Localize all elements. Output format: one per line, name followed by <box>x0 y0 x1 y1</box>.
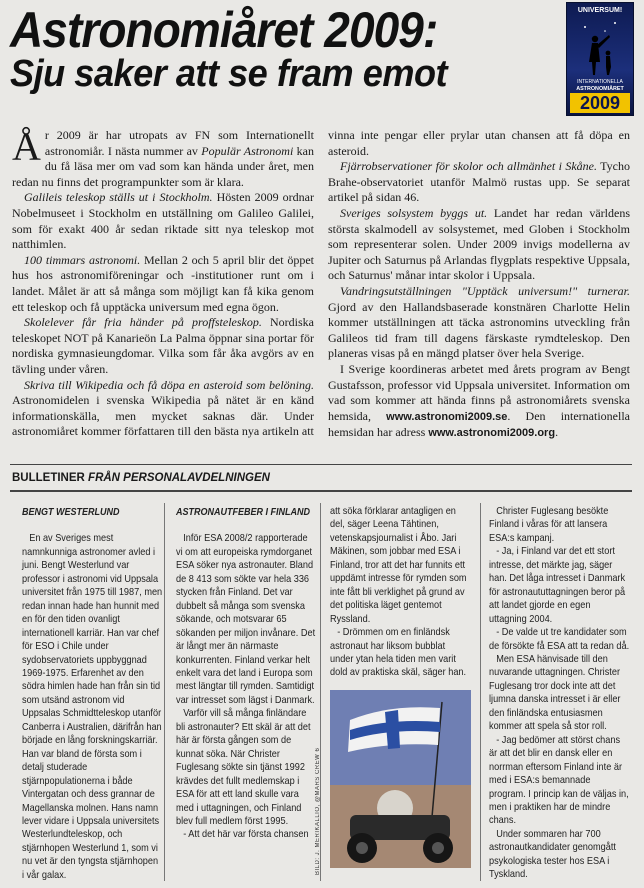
bulletin-text: - Jag bedömer att störst chans är att det blir en dansk eller en norrman eftersom Finland inte är med i ESA:s bemannade program. I princip kan de väljas in, men i praktiken har de mindre chans. <box>489 734 629 827</box>
finnish-flag-rover-image <box>330 690 471 868</box>
bulletin-text: Under sommaren har 700 astronautkandidater genomgått psykologiska tester hos ESA i Tyskland. <box>489 828 616 881</box>
bulletin-text: - Ja, i Finland var det ett stort intresse, det märkte jag, säger han. Det låga intresset i Danmark för astronaututtagningen beror på att landet gjorde en egen uttagning 2004. <box>489 546 626 625</box>
subhead: Skolelever får fria händer på proffsteleskop. <box>24 315 262 330</box>
bulletin-text: Varför vill så många finländare bli astronauter? Ett skäl är att det här är första gången som de kunnat söka. När Christer Fuglesang sökte sin tjänst 1992 krävdes det fullt medlemskap i ESA för att ett land skulle vara med i uttagningen, och Finland blev full medlem först 1995. <box>176 708 311 827</box>
subhead: Vandringsutställningen "Upptäck universum!" turnerar. <box>340 283 630 298</box>
article-text: kan du få läsa mer om vad som kan hända under året, men redan nu finns det programpunkter som är klara. <box>12 143 314 189</box>
subhead: Galileis teleskop ställs ut i Stockholm. <box>24 190 213 205</box>
bulletin-text: - Att det här var första chansen <box>183 829 309 841</box>
bulletin-text: - Drömmen om en finländsk astronaut har liksom bubblat under ytan hela tiden men varit dold av praktiska skäl, säger han. <box>330 627 467 679</box>
logo-line2: ASTRONOMIÅRET <box>576 86 624 92</box>
article-paragraph <box>12 124 314 190</box>
headline-subtitle: Sju saker att se fram emot <box>10 53 448 95</box>
article-text: Nordiska teleskopet NOT på Kanarieön La Palma öppnar sina portar för nordiska gymnasieungdomar. Vilka som får åka avgörs av en tävling under våren. <box>12 315 315 376</box>
article-paragraph <box>12 190 314 252</box>
article-text: . Den internationella hemsidan har adress <box>328 408 630 440</box>
article-paragraph <box>328 362 630 442</box>
logo-top-text: UNIVERSUM! <box>577 7 623 14</box>
headline-title: Astronomiåret 2009: <box>10 2 438 58</box>
bulletin-column-1 <box>22 506 162 882</box>
column-divider <box>480 503 481 881</box>
bulletin-text: En av Sveriges mest namnkunniga astronomer avled i juni. Bengt Westerlund var professor i astronomi vid Uppsala universitet från 1975 till 1987, men redan innan hade han hunnit med en för den tiden ovanligt internationell karriär. Han var chef för ESO i Chile under sydobservatoriets uppbyggnad 1969-1975. Erfarenhet av den södra himlen hade han från sin tid som utsänd astronom vid Uppsalas Schmidtteleskop utanför Canberra i Australien, därifrån han började en lång forskningskarriär. Han var bland de första som i detalj studerade stjärnpopulationerna i både Vintergatan och dess grannar de Magellanska molnen. Hans namn lever vidare i Uppsala universitets Westerlundteleskop, och stjärnhopen Westerlund 1, som vi nu vet är den tyngsta stjärnhopen i vår galax. <box>22 533 163 881</box>
article-column-2 <box>328 128 630 442</box>
article-paragraph <box>328 206 630 284</box>
bulletin-text: Men ESA hänvisade till den nuvarande uttagningen. Christer Fuglesang tror dock inte att det ljumna danska intresset i är eller den finländska entusiasmen kommer att spela så stor roll. <box>489 653 621 733</box>
subhead: Fjärrobservationer för skolor och allmänhet i Skåne. <box>340 159 597 174</box>
drop-cap: Å <box>12 124 41 169</box>
section-divider <box>10 464 632 465</box>
article-text: . <box>555 425 559 440</box>
bulletin-column-4 <box>489 505 629 882</box>
article-paragraph <box>12 315 314 377</box>
subhead: Skriva till Wikipedia och få döpa en asteroid som belöning. <box>24 377 314 392</box>
column-divider <box>164 503 165 881</box>
bulletin-column-2 <box>176 506 316 842</box>
article-paragraph <box>328 284 630 362</box>
article-paragraph <box>12 253 314 315</box>
photo-credit: BILD: J. MERIKALLIO, @MARS CREW 6 <box>315 747 321 875</box>
article-paragraph: vinna inte pengar eller prylar utan chansen att få döpa en asteroid. <box>328 128 630 158</box>
website-link-org[interactable]: www.astronomi2009.org <box>428 427 556 440</box>
article-text: I Sverige koordineras arbetet med årets program av Bengt Gustafsson, professor vid Uppsala universitet. Information om vad som kommer att hända finns på astronomiårets svenska hemsida, <box>328 361 630 423</box>
bulletin-label-italic: FRÅN PERSONALAVDELNINGEN <box>88 472 270 484</box>
bulletin-heading: BENGT WESTERLUND <box>22 507 120 518</box>
logo-year: 2009 <box>570 93 630 113</box>
stargazers-icon <box>575 17 625 77</box>
flag-atv-photo <box>330 690 471 868</box>
bulletin-column-3 <box>330 505 470 680</box>
bulletin-text: Christer Fuglesang besökte Finland i våras för att lansera ESA:s kampanj. <box>489 506 609 544</box>
magazine-name: Populär Astronomi <box>201 143 294 158</box>
article-text: Landet har redan världens största skalmodell av solsystemet, med Globen i Stockholm som representerar solen. Under 2009 invigs modellerna av Jupiter och Saturnus på Arlandas flygplats respektive Uppsala, och Saturnus' månar intar skolor i Uppsala. <box>328 205 630 283</box>
bulletin-rule <box>10 490 632 492</box>
bulletin-text: att söka förklarar antagligen en del, säger Leena Tähtinen, vetenskapsjournalist i Åbo. Jari Mäkinen, som jobbar med ESA i Finland, tror att det har funnits ett uppdämt intresse för rymden som inte fått bli verklighet på grund av det politiska läget gentemot Ryssland. <box>330 506 467 625</box>
article-column-1 <box>12 124 315 440</box>
bulletin-heading: ASTRONAUTFEBER I FINLAND <box>176 507 311 518</box>
article-text: r 2009 är har utropats av FN som Internationellt astronomiår. I nästa nummer av <box>44 128 314 158</box>
website-link-se[interactable]: www.astronomi2009.se <box>386 410 508 423</box>
bulletin-text: - De valde ut tre kandidater som de försökte få ESA att ta redan då. <box>489 627 630 652</box>
article-text: Tycho Brahe-observatoriet utanför Malmö rustas upp. Se separat artikel på sidan 46. <box>328 159 630 205</box>
bulletin-text: Inför ESA 2008/2 rapporterade vi om att europeiska rymdorganet ESA söker nya astronauter. Bland de 8 413 som sökte var hela 336 stycken från Finland. Det var dubbelt så många som svenska sökande, och motsvarar 65 sökanden per miljon invånare. Det är långt mer än närmaste konkurrenten. Finland verkar helt enkelt vara det land i Europa som mest längtar till rymden. Samtidigt var intresset som lägst i Danmark. <box>176 533 316 706</box>
astronomy-year-logo <box>566 2 634 116</box>
subhead: 100 timmars astronomi. <box>24 252 141 267</box>
article-text: Gjord av den Hallandsbaserade konstnären Charlotte Helin kommer utställningen att täcka astronomins utveckling från Galileos tid fram till dagens färskaste rymdteleskop. Den planeras visas på en mängd platser över hela Sverige. <box>328 299 630 361</box>
subhead: Sveriges solsystem byggs ut. <box>340 205 488 220</box>
article-text: Hösten 2009 ordnar Nobelmuseet i Stockholm en utställning om Galileo Galilei, som för exakt 400 år sedan riktade sitt nya teleskop mot natthimlen. <box>12 190 314 252</box>
logo-line1: INTERNATIONELLA <box>577 79 623 85</box>
article-text: Astronomidelen i svenska Wikipedia på nätet är en känd informationskälla, men mycket saknas där. Under astronomiåret kommer författaren till den bästa nya artikeln att <box>12 393 314 439</box>
bulletin-title <box>12 472 270 484</box>
headline <box>10 2 570 95</box>
article-text: Mellan 2 och 5 april blir det öppet hus hos astronomiföreningar och -institutioner runt om i landet. Målet är att så många som möjligt kan få kika genom ett teleskop och få upptäcka universum med egna ögon. <box>12 252 314 314</box>
article-paragraph <box>328 159 630 206</box>
bulletin-label: BULLETINER <box>12 472 85 484</box>
article-paragraph <box>12 378 314 440</box>
